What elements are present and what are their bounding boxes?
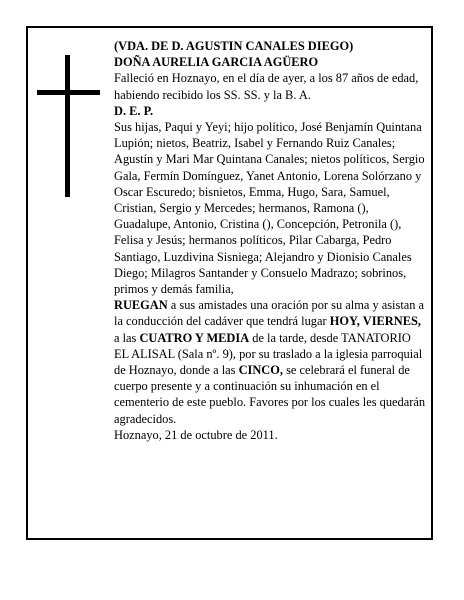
ruegan-text: a sus amistades una oración por su alma y asistan a la conducción del cadáver que tendrá lugar <box>114 298 425 329</box>
location-text: de la tarde, desde TANATORIO EL ALISAL (Sala nº. 9), por su traslado a la iglesia parroquial de Hoznayo, donde a las <box>114 330 423 378</box>
day-label: HOY, VIERNES, <box>329 314 421 329</box>
funeral-text: se celebrará el funeral de cuerpo presente y a continuación su inhumación en el cementerio de este pueblo. Favores por los cuales les quedarán agradecidos. <box>114 363 426 426</box>
family-paragraph: Sus hijas, Paqui y Yeyi; hijo político, José Benjamín Quintana Lupión; nietos, Beatriz, Isabel y Fernando Ruiz Canales; Agustín y Mari Mar Quintana Canales; nietos políticos, Sergio Gala, Fermín Domínguez, Yanet Antonio, Lorena Solórzano y Oscar Escuredo; bisnietos, Emma, Hugo, Sara, Samuel, Cristian, Sergio y Mercedes; hermanos, Ramona (), Guadalupe, Antonio, Cristina (), Concepción, Petronila (), Felisa y Jesús; hermanos políticos, Pilar Cabarga, Pedro Santiago, Luzdivina Sisniega; Alejandro y Dionisio Canales Diego; Milagros Santander y Consuelo Madrazo; sobrinos, primos y demás familia, <box>114 120 425 297</box>
intro-paragraph: Falleció en Hoznayo, en el día de ayer, a los 87 años de edad, habiendo recibido los SS. SS. y la B. A. <box>114 71 419 102</box>
date-line: Hoznayo, 21 de octubre de 2011. <box>114 427 278 442</box>
at-text: a las <box>114 330 140 345</box>
ruegan-label: RUEGAN <box>114 298 168 313</box>
funeral-time-label: CINCO, <box>238 363 283 378</box>
deceased-name: DOÑA AURELIA GARCIA AGÜERO <box>114 55 319 70</box>
cross-icon <box>65 55 70 197</box>
header-line-1: (VDA. DE D. AGUSTIN CANALES DIEGO) <box>114 39 354 53</box>
ceremony-paragraph <box>114 297 426 427</box>
cross-icon-bar <box>37 90 100 95</box>
obituary-text <box>114 38 426 443</box>
dep-line: D. E. P. <box>114 103 154 118</box>
time-label: CUATRO Y MEDIA <box>139 330 250 345</box>
